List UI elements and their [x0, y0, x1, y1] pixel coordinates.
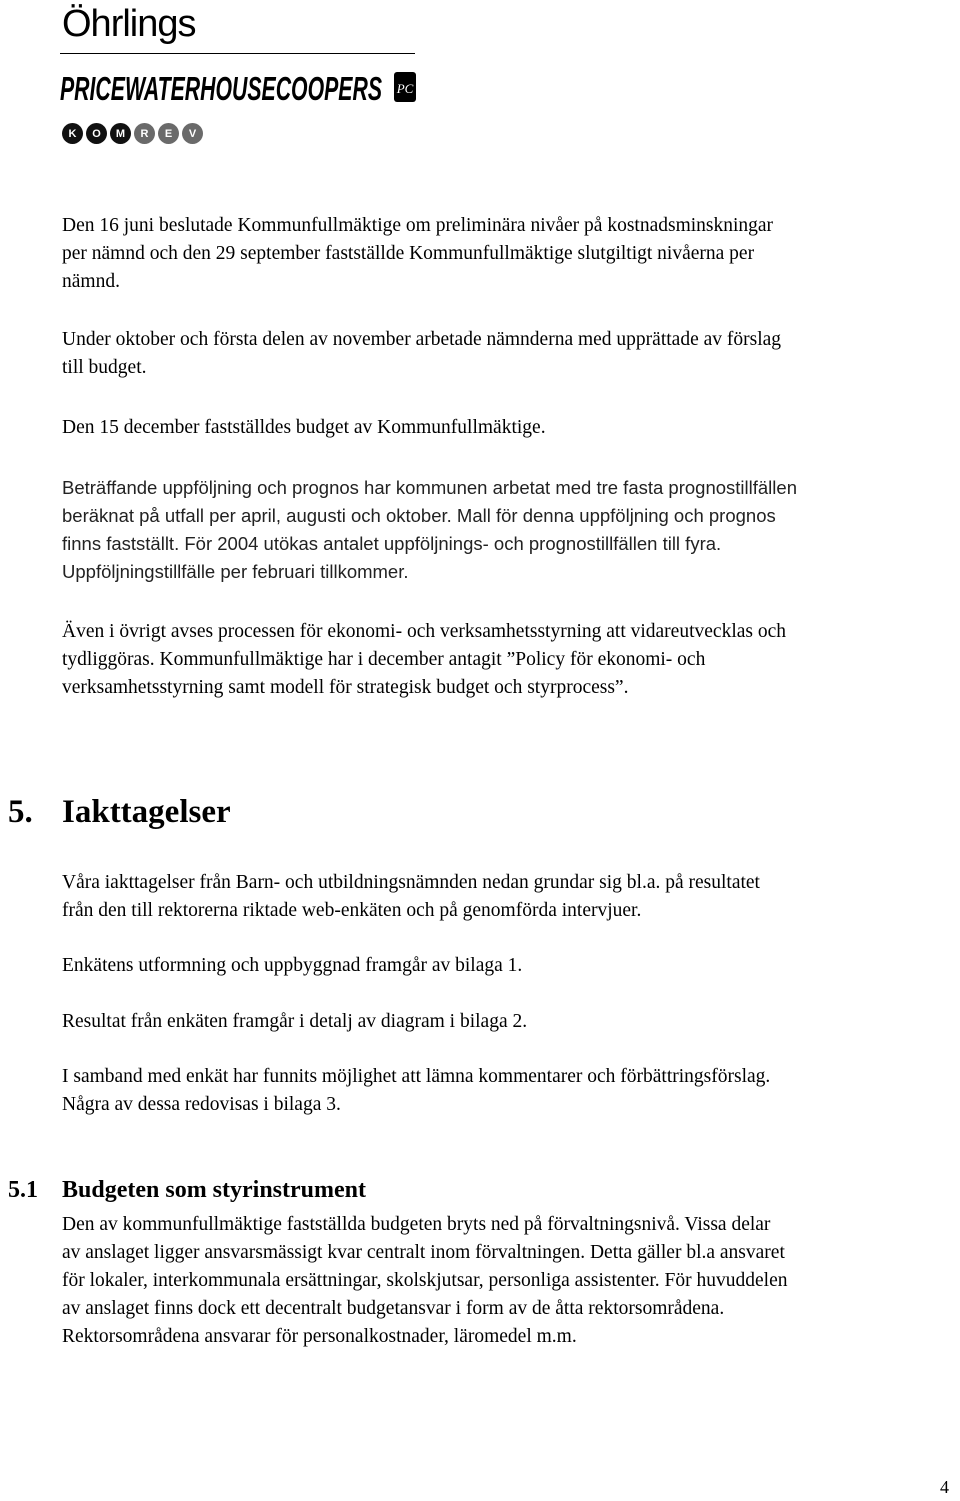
paragraph-comments: I samband med enkät har funnits möjlighet att lämna kommentarer och förbättringsförslag. Några av dessa redovisas i bilaga 3. [62, 1066, 771, 1115]
komrev-letter: O [86, 123, 107, 144]
komrev-letter: M [110, 123, 131, 144]
header-logo [60, 0, 420, 150]
logo-divider [60, 53, 415, 54]
komrev-letter: E [158, 123, 179, 144]
komrev-letter: V [182, 123, 203, 144]
svg-text:PC: PC [396, 81, 414, 96]
page-number: 4 [940, 1477, 949, 1497]
pricewaterhousecoopers-logo [60, 60, 420, 110]
pwc-wordmark: PRICEWATERHOUSECOOPERS [60, 70, 382, 107]
subsection-title: Budgeten som styrinstrument [62, 1177, 366, 1203]
section-title: Iakttagelser [62, 794, 231, 830]
paragraph-followup-forecast: Beträffande uppföljning och prognos har kommunen arbetat med tre fasta prognostillfällen beräknat på utfall per april, augusti och oktober. Mall för denna uppföljning och prognos finns fastställt. För 2004 utökas antalet uppföljnings- och prognostillfällen till fyra. Uppföljningstillfälle per februari tillkommer. [62, 477, 797, 582]
paragraph-governance-policy: Även i övrigt avses processen för ekonomi- och verksamhetsstyrning att vidareutvecklas och tydliggöras. Kommunfullmäktige har i december antagit ”Policy för ekonomi- och verksamhetsstyrning samt modell för strategisk budget och styrprocess”. [62, 621, 787, 698]
paragraph-budget-levels: Den 16 juni beslutade Kommunfullmäktige om preliminära nivåer på kostnadsminskningar per nämnd och den 29 september fastställde Kommunfullmäktige slutgiltigt nivåerna per nämnd. [62, 215, 774, 292]
komrev-letter: K [62, 123, 83, 144]
paragraph-survey-design: Enkätens utformning och uppbyggnad framgår av bilaga 1. [62, 955, 523, 976]
section-number: 5. [8, 794, 33, 830]
ohrlings-wordmark: Öhrlings [62, 3, 196, 45]
komrev-mark [62, 123, 203, 145]
paragraph-survey-results: Resultat från enkäten framgår i detalj av diagram i bilaga 2. [62, 1011, 528, 1032]
paragraph-budget-adopted: Den 15 december fastställdes budget av Kommunfullmäktige. [62, 417, 546, 438]
komrev-letter: R [134, 123, 155, 144]
paragraph-budget-control: Den av kommunfullmäktige fastställda budgeten bryts ned på förvaltningsnivå. Vissa delar av anslaget ligger ansvarsmässigt kvar centralt inom förvaltningen. Detta gäller bl.a ansvaret för lokaler, interkommunala ersättningar, skolskjutsar, personliga assistenter. För huvuddelen av anslaget finns dock ett decentralt budgetansvar i form av de åtta rektorsområdena. Rektorsområdena ansvarar för personalkostnader, läromedel m.m. [62, 1214, 788, 1347]
paragraph-observations-basis: Våra iakttagelser från Barn- och utbildningsnämnden nedan grundar sig bl.a. på resultatet från den till rektorerna riktade web-enkäten och på genomförda intervjuer. [62, 872, 760, 921]
paragraph-budget-proposals: Under oktober och första delen av november arbetade nämnderna med upprättade av förslag till budget. [62, 329, 782, 378]
subsection-number: 5.1 [8, 1177, 38, 1203]
